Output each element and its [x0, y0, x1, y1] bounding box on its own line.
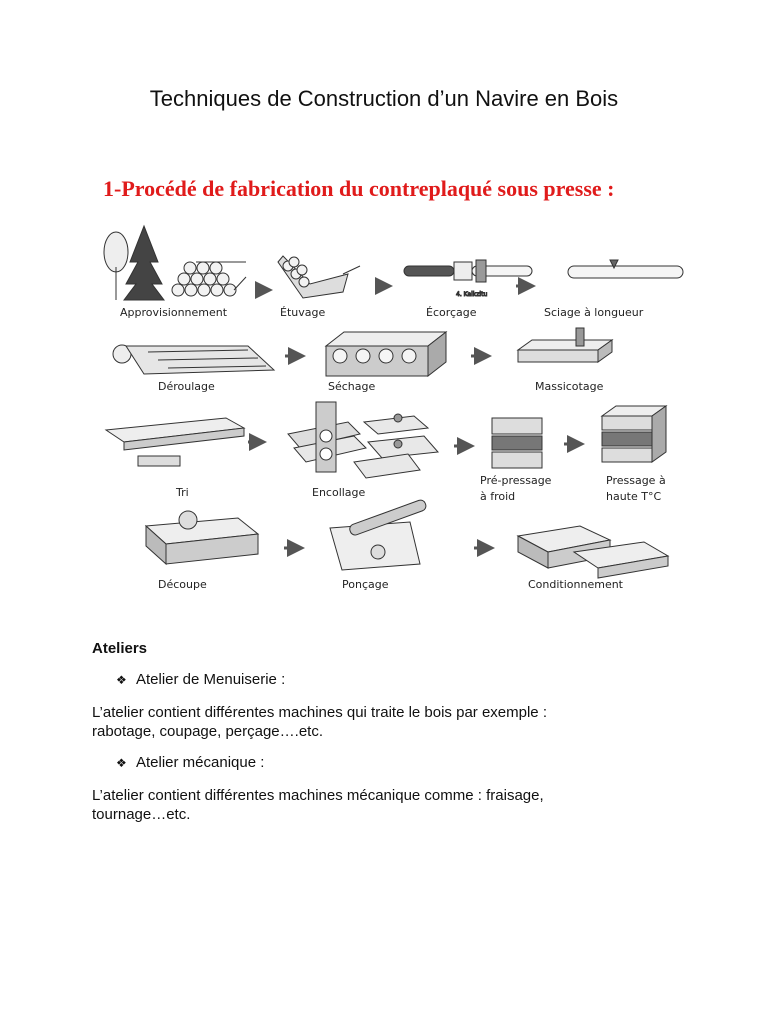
page-title: Techniques de Construction d’un Navire en Bois: [149, 86, 619, 111]
step-label-pre-pressage-line2: à froid: [480, 490, 516, 503]
step-label-pressage-line2: haute T°C: [606, 490, 662, 503]
debarking-illustration: [404, 260, 532, 298]
step-label-decoupe: Découpe: [158, 578, 207, 591]
tree-illustration: [104, 226, 164, 300]
figure-heading: 1-Procédé de fabrication du contreplaqué sous presse :: [103, 176, 615, 201]
menuiserie-text-line2: rabotage, coupage, perçage….etc.: [92, 723, 323, 740]
sawing-illustration: [568, 260, 683, 278]
peeling-illustration: [113, 345, 274, 374]
menuiserie-text-line1: L’atelier contient différentes machines qui traite le bois par exemple :: [92, 704, 547, 721]
mecanique-title: Atelier mécanique :: [136, 754, 265, 771]
diamond-bullet-icon: ❖: [116, 756, 127, 770]
debarker-label: 4. Kalkzitu: [456, 291, 488, 298]
packaging-illustration: [518, 526, 668, 578]
step-label-poncage: Ponçage: [342, 578, 389, 591]
step-label-pre-pressage: Pré-pressage: [480, 474, 552, 487]
ateliers-heading: Ateliers: [92, 640, 148, 657]
step-label-approvisionnement: Approvisionnement: [120, 306, 228, 319]
step-label-tri: Tri: [176, 486, 189, 499]
menuiserie-paragraph: [92, 703, 692, 741]
step-label-etuvage: Étuvage: [280, 306, 326, 319]
step-label-massicotage: Massicotage: [535, 380, 604, 393]
plywood-process-figure: [98, 222, 688, 594]
mecanique-text-line1: L’atelier contient différentes machines mécanique comme : fraisage,: [92, 787, 544, 804]
mecanique-paragraph: [92, 786, 692, 824]
bullet-menuiserie: [116, 671, 285, 688]
step-label-ecorcage: Écorçage: [426, 306, 477, 319]
mecanique-text-line2: tournage…etc.: [92, 806, 191, 823]
menuiserie-title: Atelier de Menuiserie :: [136, 671, 286, 688]
diamond-bullet-icon: ❖: [116, 673, 127, 687]
cutting-illustration: [146, 511, 258, 564]
step-label-deroulage: Déroulage: [158, 380, 215, 393]
step-label-sciage: Sciage à longueur: [544, 306, 644, 319]
log-pile-illustration: [172, 262, 246, 296]
sorting-illustration: [106, 418, 244, 466]
dryer-illustration: [326, 332, 446, 376]
gluing-illustration: [288, 402, 438, 478]
sanding-illustration: [330, 499, 427, 570]
step-label-encollage: Encollage: [312, 486, 366, 499]
step-label-pressage: Pressage à: [606, 474, 666, 487]
hot-press-illustration: [602, 406, 666, 462]
step-label-conditionnement: Conditionnement: [528, 578, 623, 591]
cold-press-illustration: [492, 418, 542, 468]
bullet-mecanique: [116, 754, 264, 771]
step-label-sechage: Séchage: [328, 380, 376, 393]
steaming-illustration: [278, 256, 360, 298]
clipping-illustration: [518, 328, 612, 362]
